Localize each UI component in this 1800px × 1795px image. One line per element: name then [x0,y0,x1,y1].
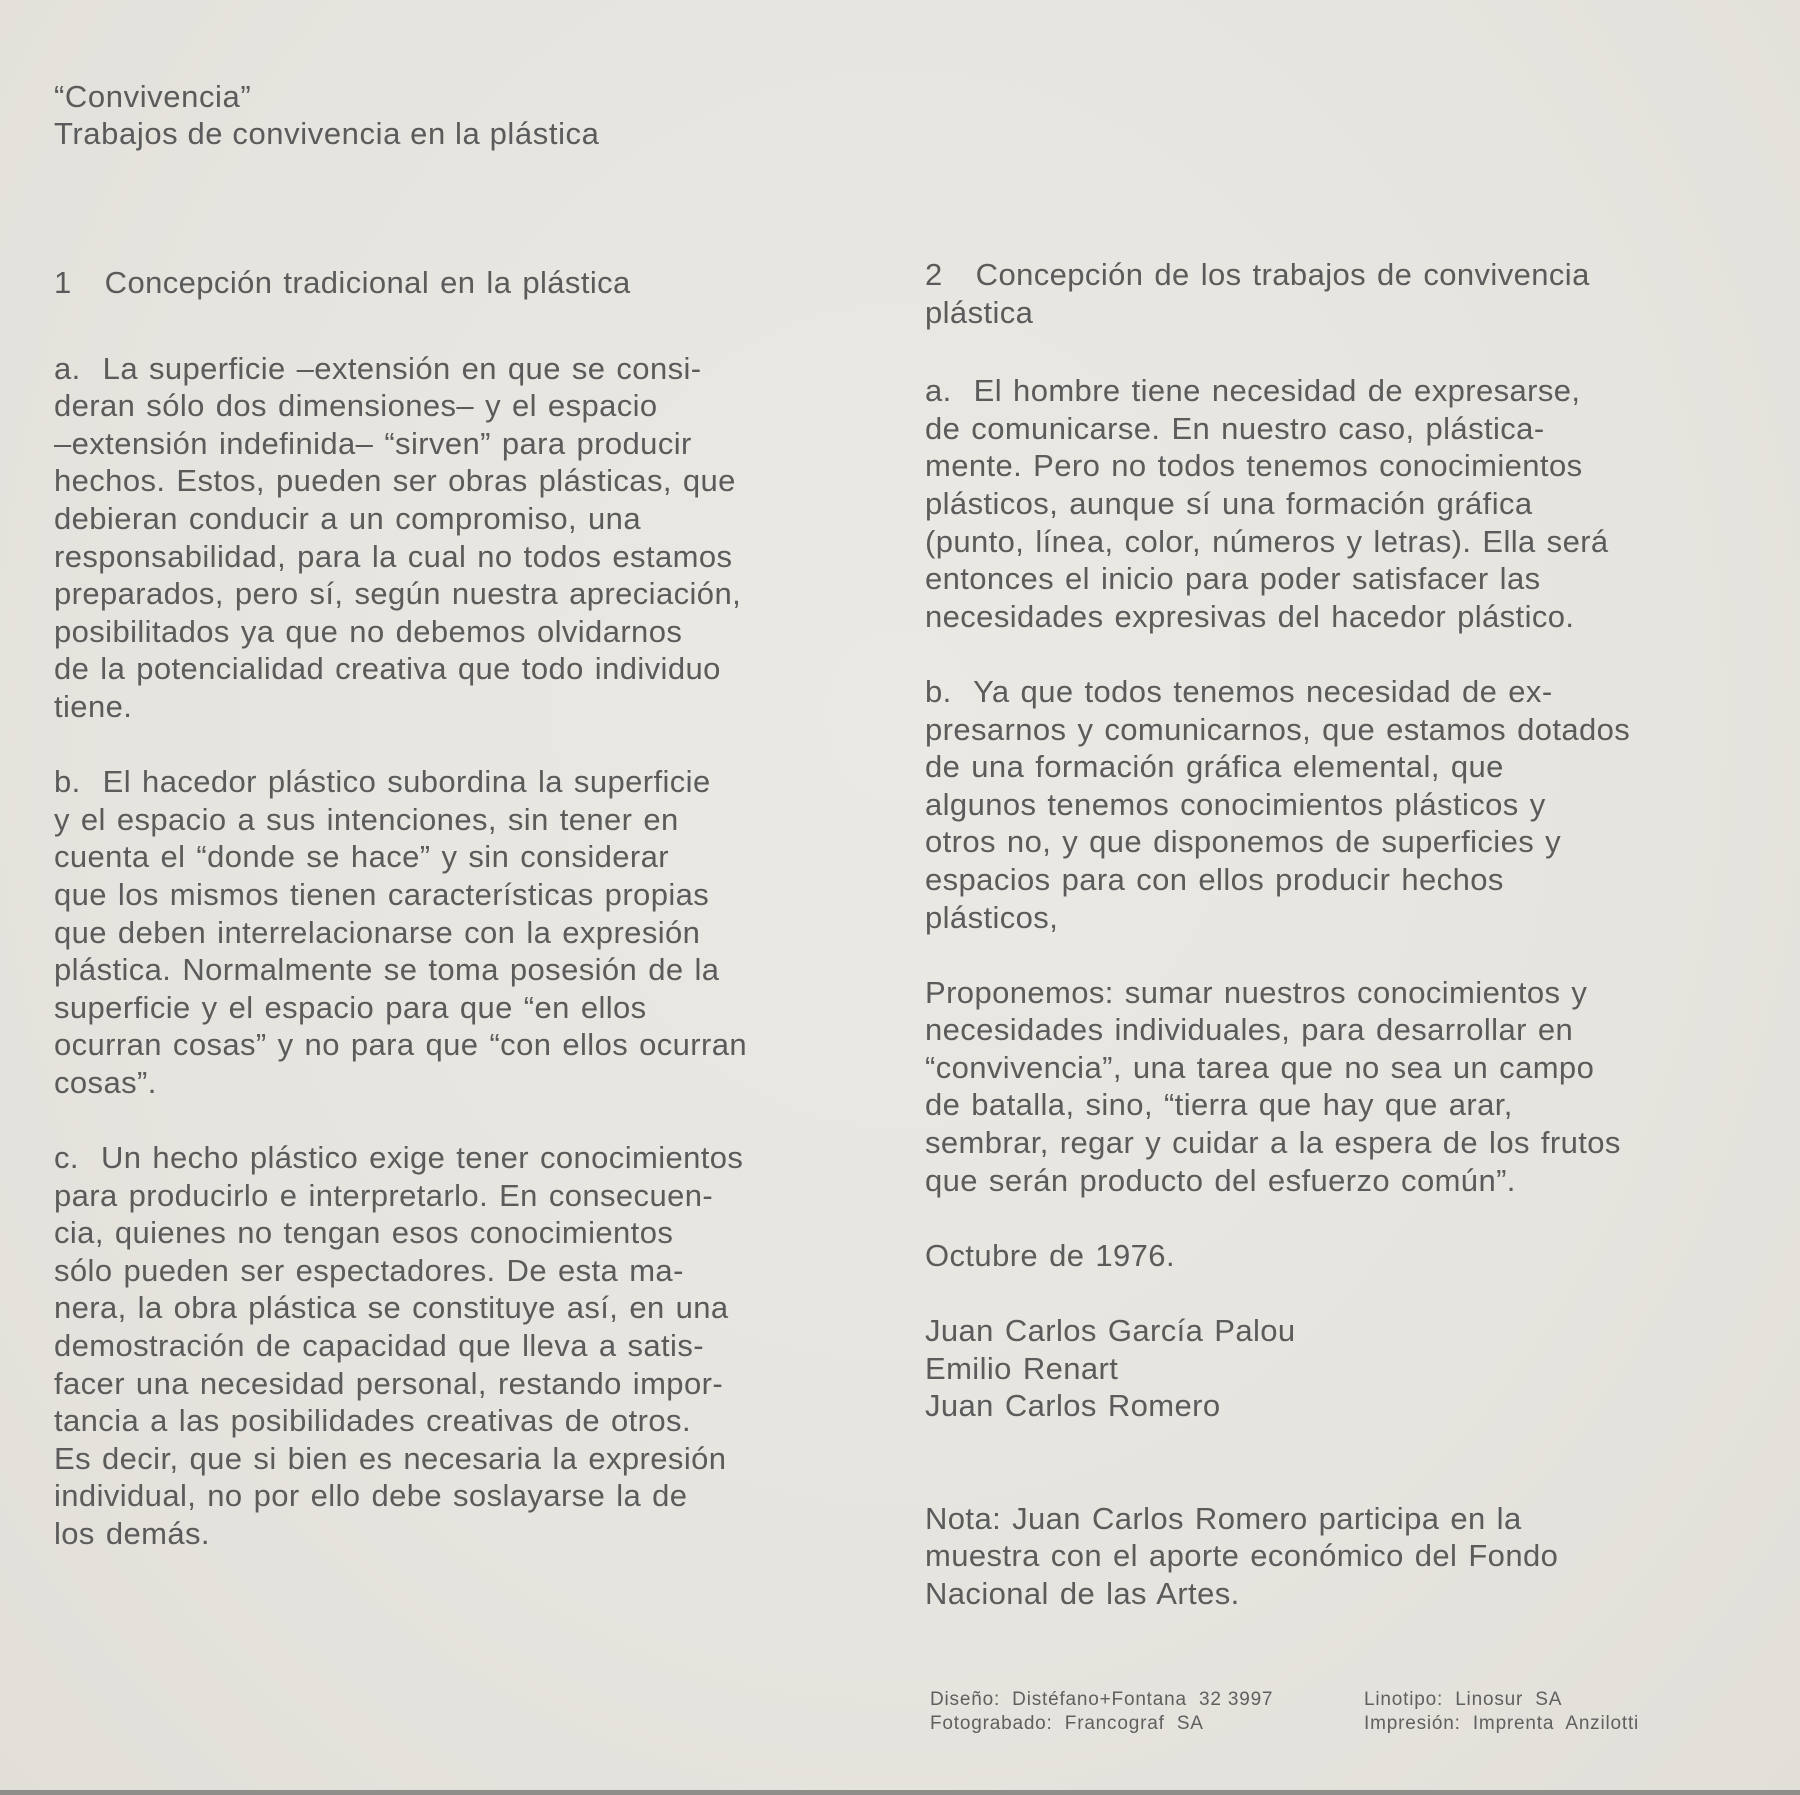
section-1-paragraph-a [54,350,894,726]
text-line: demostración de capacidad que lleva a satis- [54,1328,704,1364]
heading-line: plástica [925,294,1034,330]
text-line: presarnos y comunicarnos, que estamos dotados [925,711,1631,747]
text-line: de comunicarse. En nuestro caso, plástica- [925,410,1545,446]
text-line: posibilitados ya que no debemos olvidarnos [54,613,683,649]
text-line: cosas”. [54,1064,157,1100]
text-line: debieran conducir a un compromiso, una [54,500,641,536]
text-line: para producirlo e interpretarlo. En consecuen- [54,1177,714,1213]
text-line: a. El hombre tiene necesidad de expresarse, [925,373,1581,409]
text-line: –extensión indefinida– “sirven” para producir [54,425,692,461]
credit-printing: Impresión: Imprenta Anzilotti [1364,1713,1640,1734]
text-line: Nacional de las Artes. [925,1576,1240,1611]
text-line: cia, quienes no tengan esos conocimientos [54,1215,674,1251]
text-line: tancia a las posibilidades creativas de otros. [54,1403,691,1439]
credits-left [930,1688,1273,1736]
section-2-paragraph-b [925,673,1765,936]
credit-linotype: Linotipo: Linosur SA [1364,1689,1563,1710]
credits-right [1364,1688,1639,1736]
section-2-heading [925,256,1765,331]
text-line: a. La superficie –extensión en que se consi- [54,350,702,386]
text-line: de batalla, sino, “tierra que hay que arar, [925,1087,1513,1123]
signatories [925,1312,1765,1425]
text-line: de una formación gráfica elemental, que [925,749,1504,785]
text-line: deran sólo dos dimensiones– y el espacio [54,388,658,424]
text-line: b. Ya que todos tenemos necesidad de ex- [925,673,1553,709]
text-line: otros no, y que disponemos de superficies y [925,824,1562,860]
signatory-name: Juan Carlos Romero [925,1388,1221,1424]
text-line: preparados, pero sí, según nuestra apreciación, [54,576,742,612]
section-1-heading: 1 Concepción tradicional en la plástica [54,265,631,300]
page-bottom-edge [0,1790,1800,1795]
text-line: c. Un hecho plástico exige tener conocimientos [54,1140,744,1176]
text-line: cuenta el “donde se hace” y sin considerar [54,839,669,875]
text-line: facer una necesidad personal, restando impor- [54,1365,724,1401]
credit-design: Diseño: Distéfano+Fontana 32 3997 [930,1689,1274,1710]
text-line: sembrar, regar y cuidar a la espera de los frutos [925,1125,1621,1161]
text-line: b. El hacedor plástico subordina la superficie [54,764,711,800]
section-2-paragraph-a [925,372,1765,635]
text-line: plástica. Normalmente se toma posesión de la [54,952,720,988]
text-line: que los mismos tienen características propias [54,876,710,912]
document-subtitle: Trabajos de convivencia en la plástica [54,116,600,151]
text-line: los demás. [54,1516,210,1551]
section-1-paragraph-b [54,763,894,1101]
text-line: “convivencia”, una tarea que no sea un campo [925,1049,1595,1085]
text-line: plásticos, aunque sí una formación gráfica [925,485,1533,521]
text-line: responsabilidad, para la cual no todos estamos [54,538,733,574]
document-header [54,78,600,152]
text-line: entonces el inicio para poder satisfacer las [925,561,1541,597]
text-line: (punto, línea, color, números y letras). Ella será [925,523,1609,559]
text-line: ocurran cosas” y no para que “con ellos ocurran [54,1027,748,1063]
text-line: necesidades individuales, para desarrollar en [925,1012,1574,1048]
text-line: mente. Pero no todos tenemos conocimientos [925,448,1583,484]
text-line: algunos tenemos conocimientos plásticos y [925,786,1546,822]
heading-line: 2 Concepción de los trabajos de convivencia [925,257,1590,292]
text-line: Es decir, que si bien es necesaria la expresión [54,1440,727,1476]
document-title: “Convivencia” [54,79,252,114]
text-line: tiene. [54,688,133,724]
text-line: que serán producto del esfuerzo común”. [925,1162,1516,1198]
text-line: individual, no por ello debe soslayarse la de [54,1478,688,1514]
section-2-column [925,256,1765,1613]
text-line: hechos. Estos, pueden ser obras plásticas, que [54,463,736,499]
text-line: Nota: Juan Carlos Romero participa en la [925,1500,1522,1536]
text-line: nera, la obra plástica se constituye así, en una [54,1290,729,1326]
text-line: necesidades expresivas del hacedor plástico. [925,598,1575,634]
text-line: y el espacio a sus intenciones, sin tener en [54,801,679,837]
text-line: plásticos, [925,899,1059,935]
text-line: muestra con el aporte económico del Fondo [925,1538,1559,1574]
text-line: Proponemos: sumar nuestros conocimientos y [925,974,1588,1010]
signatory-name: Emilio Renart [925,1350,1119,1386]
note-paragraph [925,1500,1765,1613]
text-line: espacios para con ellos producir hechos [925,861,1504,897]
section-1-column [54,264,894,1553]
text-line: superficie y el espacio para que “en ellos [54,989,647,1025]
proposal-paragraph [925,974,1765,1200]
text-line: que deben interrelacionarse con la expresión [54,914,701,950]
signatory-name: Juan Carlos García Palou [925,1313,1296,1349]
text-line: de la potencialidad creativa que todo individuo [54,651,721,687]
text-line: sólo pueden ser espectadores. De esta ma- [54,1252,684,1288]
section-1-paragraph-c [54,1139,894,1553]
document-date: Octubre de 1976. [925,1237,1175,1273]
credit-photoengraving: Fotograbado: Francograf SA [930,1713,1204,1734]
